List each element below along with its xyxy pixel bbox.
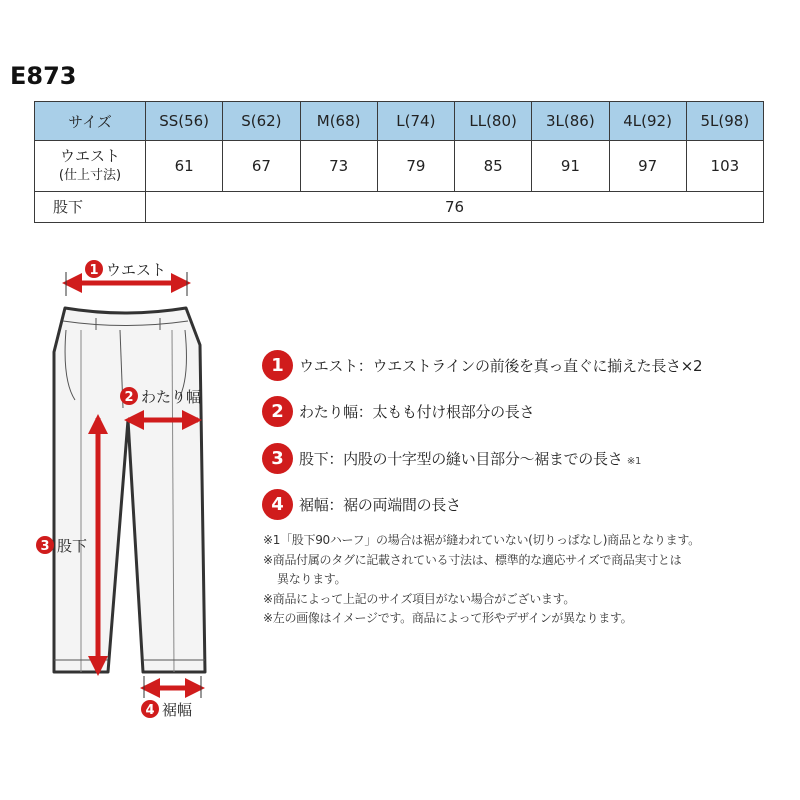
legend-item-thigh	[262, 394, 534, 428]
waist-row	[35, 141, 764, 192]
legend-number-badge: 3	[262, 443, 293, 474]
waist-value: 61	[146, 141, 223, 192]
waist-value: 67	[223, 141, 300, 192]
waist-value: 91	[532, 141, 609, 192]
legend-text-wrap	[299, 448, 641, 469]
inseam-diagram-label: 股下	[57, 537, 88, 555]
note-line: ※商品付属のタグに記載されている寸法は、標準的な適応サイズで商品実寸とは	[263, 552, 682, 567]
size-cell: S(62)	[223, 102, 300, 141]
waist-label: ウエスト	[59, 147, 120, 165]
note-line: ※左の画像はイメージです。商品によって形やデザインが異なります。	[263, 611, 633, 625]
waist-number: 1	[89, 263, 99, 278]
product-code: E873	[10, 62, 77, 90]
legend-item-hem	[262, 487, 461, 521]
inseam-number: 3	[40, 539, 50, 554]
inseam-row	[35, 192, 764, 223]
note-line: ※商品によって上記のサイズ項目がない場合がございます。	[263, 591, 576, 606]
note-line: 異なります。	[277, 572, 347, 586]
legend-item-inseam	[262, 441, 641, 475]
size-cell: 3L(86)	[532, 102, 609, 141]
legend-text: 裾幅：裾の両端間の長さ	[299, 495, 461, 514]
size-cell: SS(56)	[146, 102, 223, 141]
notes	[263, 531, 793, 629]
inseam-row-label: 股下	[35, 192, 146, 223]
waist-sub-label: (仕上寸法)	[58, 168, 122, 183]
size-table	[34, 101, 764, 223]
legend-text: ウエスト：ウエストラインの前後を真っ直ぐに揃えた長さ×2	[299, 356, 703, 375]
size-header-row	[35, 102, 764, 141]
size-cell: 5L(98)	[686, 102, 763, 141]
waist-value: 85	[455, 141, 532, 192]
size-cell: M(68)	[300, 102, 377, 141]
size-cell: LL(80)	[455, 102, 532, 141]
size-cell: 4L(92)	[609, 102, 686, 141]
legend-text: 股下：内股の十字型の縫い目部分～裾までの長さ	[299, 449, 623, 468]
thigh-diagram-label: わたり幅	[141, 388, 202, 406]
hem-diagram-label: 裾幅	[162, 701, 193, 719]
note-line: ※1「股下90ハーフ」の場合は裾が縫われていない(切りっぱなし)商品となります。	[263, 533, 700, 547]
waist-value: 79	[377, 141, 454, 192]
pants-diagram	[0, 250, 260, 730]
waist-value: 73	[300, 141, 377, 192]
legend-footnote-marker: ※1	[626, 455, 642, 467]
thigh-number: 2	[124, 390, 134, 405]
hem-number: 4	[145, 703, 155, 718]
size-header-label: サイズ	[35, 102, 146, 141]
size-cell: L(74)	[377, 102, 454, 141]
waist-value: 97	[609, 141, 686, 192]
pants-outline	[54, 308, 205, 672]
waist-row-label	[35, 141, 146, 192]
legend-item-waist	[262, 348, 702, 382]
inseam-value: 76	[146, 192, 764, 223]
waist-value: 103	[686, 141, 763, 192]
legend-number-badge: 1	[262, 350, 293, 381]
legend-number-badge: 4	[262, 489, 293, 520]
waist-diagram-label: ウエスト	[106, 261, 167, 279]
legend-text: わたり幅：太もも付け根部分の長さ	[299, 402, 535, 421]
legend-number-badge: 2	[262, 396, 293, 427]
